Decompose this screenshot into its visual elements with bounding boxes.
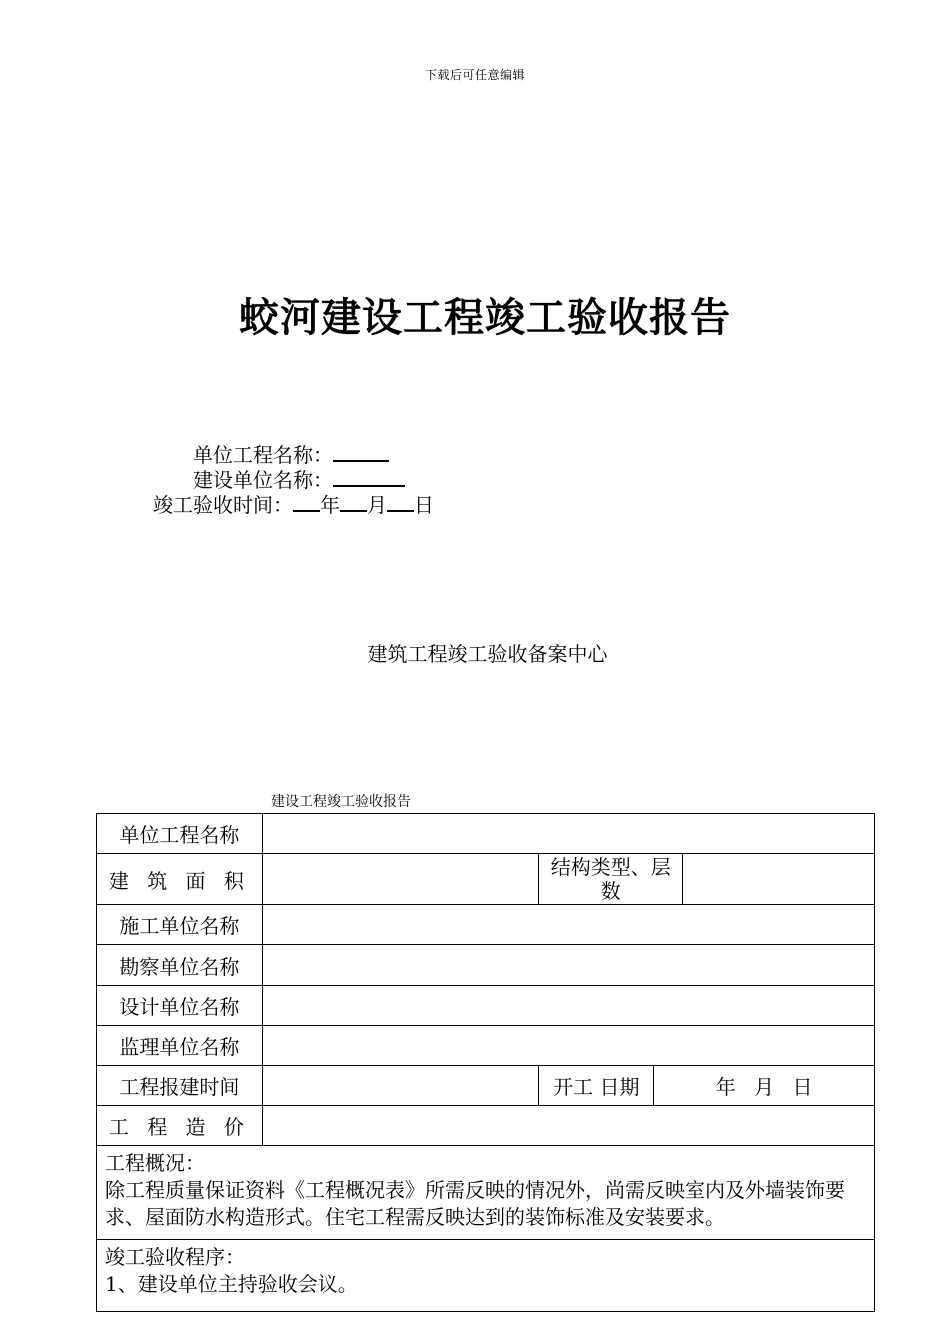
start-date-label: 开工 日期 — [539, 1066, 654, 1106]
contractor-name-label: 施工单位名称 — [97, 905, 263, 945]
row-supervision-unit — [97, 1026, 875, 1066]
row-procedure — [97, 1240, 875, 1312]
report-title: 蛟河建设工程竣工验收报告 — [239, 294, 731, 341]
form-caption: 建设工程竣工验收报告 — [271, 794, 411, 810]
row-design-unit — [97, 986, 875, 1026]
design-unit-value[interactable] — [262, 986, 874, 1026]
acceptance-time-label: 竣工验收时间： — [153, 493, 293, 517]
project-cost-value[interactable] — [262, 1106, 874, 1146]
survey-unit-label: 勘察单位名称 — [97, 945, 263, 986]
overview-cell[interactable] — [97, 1146, 875, 1240]
building-area-label: 建 筑 面 积 — [97, 854, 263, 905]
builder-name-line — [193, 465, 405, 492]
year-label: 年 — [320, 493, 340, 517]
project-cost-label: 工 程 造 价 — [97, 1106, 263, 1146]
month-label: 月 — [367, 493, 387, 517]
builder-name-blank[interactable] — [333, 465, 405, 487]
overview-title: 工程概况： — [105, 1151, 205, 1175]
design-unit-label: 设计单位名称 — [97, 986, 263, 1026]
report-time-label: 工程报建时间 — [97, 1066, 263, 1106]
row-contractor — [97, 905, 875, 945]
start-date-value[interactable]: 年 月 日 — [654, 1066, 875, 1106]
report-time-value[interactable] — [262, 1066, 539, 1106]
structure-type-value[interactable] — [683, 854, 875, 905]
overview-text: 除工程质量保证资料《工程概况表》所需反映的情况外，尚需反映室内及外墙装饰要求、屋面防水构造形式。住宅工程需反映达到的装饰标准及安装要求。 — [105, 1178, 845, 1229]
header-note: 下载后可任意编辑 — [424, 68, 525, 82]
project-name-line — [193, 440, 389, 467]
day-label: 日 — [414, 493, 434, 517]
month-blank[interactable] — [340, 490, 367, 512]
builder-name-label: 建设单位名称： — [193, 468, 333, 492]
row-project-cost — [97, 1106, 875, 1146]
unit-project-name-label: 单位工程名称 — [97, 814, 263, 854]
year-blank[interactable] — [293, 490, 320, 512]
day-blank[interactable] — [387, 490, 414, 512]
procedure-cell[interactable] — [97, 1240, 875, 1312]
contractor-name-value[interactable] — [262, 905, 874, 945]
row-building-area — [97, 854, 875, 905]
procedure-title: 竣工验收程序： — [105, 1245, 245, 1269]
row-survey-unit — [97, 945, 875, 986]
project-name-blank[interactable] — [333, 440, 389, 462]
structure-type-label: 结构类型、层数 — [539, 854, 683, 905]
project-name-label: 单位工程名称： — [193, 443, 333, 467]
unit-project-name-value[interactable] — [262, 814, 874, 854]
acceptance-form-table — [96, 813, 875, 1312]
procedure-item-1: 1、建设单位主持验收会议。 — [105, 1272, 358, 1296]
survey-unit-value[interactable] — [262, 945, 874, 986]
acceptance-time-line — [153, 490, 434, 517]
building-area-value[interactable] — [262, 854, 539, 905]
row-unit-project-name — [97, 814, 875, 854]
issuing-org: 建筑工程竣工验收备案中心 — [367, 642, 608, 666]
row-report-time — [97, 1066, 875, 1106]
supervision-unit-label: 监理单位名称 — [97, 1026, 263, 1066]
supervision-unit-value[interactable] — [262, 1026, 874, 1066]
row-overview — [97, 1146, 875, 1240]
